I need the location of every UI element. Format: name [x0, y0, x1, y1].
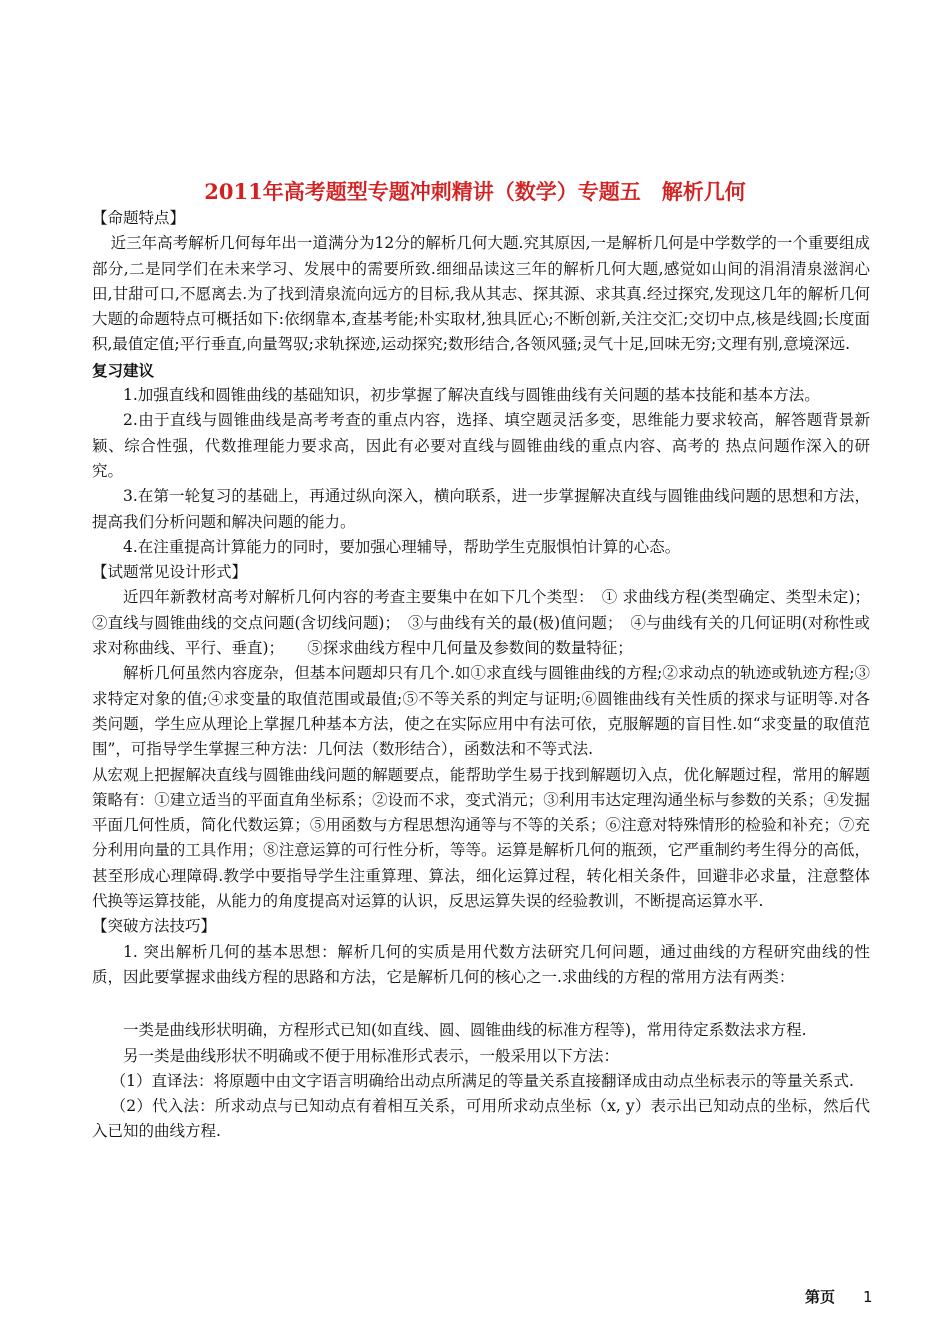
features-heading: 【命题特点】 — [92, 209, 186, 227]
document-body — [92, 206, 870, 1145]
forms-heading: 【试题常见设计形式】 — [92, 563, 248, 582]
review-heading: 复习建议 — [92, 360, 155, 380]
review-item-3: 3.在第一轮复习的基础上，再通过纵向深入，横向联系，进一步掌握解决直线与圆锥曲线问题的思想和方法，提高我们分析问题和解决问题的能力。 — [92, 487, 870, 531]
document-title: 2011年高考题型专题冲刺精讲（数学）专题五 解析几何 — [204, 179, 746, 204]
methods-paragraph-2: 一类是曲线形状明确，方程形式已知(如直线、圆、圆锥曲线的标准方程等)，常用待定系数法求方程. — [123, 1021, 807, 1040]
features-paragraph: 近三年高考解析几何每年出一道满分为12分的解析几何大题.究其原因,一是解析几何是中学数学的一个重要组成部分,二是同学们在未来学习、发展中的需要所致.细细品读这三年的解析几何大题,感觉如山间的涓涓清泉滋润心田,甘甜可口,不愿离去.为了找到清泉流向远方的目标,我从其志、探其源、求其真.经过探究,发现这几年的解析几何大题的命题特点可概括如下:依纲靠本,查基考能;朴实取材,独具匠心;不断创新,关注交汇;交切中点,核是线圆;长度面积,最值定值;平行垂直,向量驾驭;求轨探迹,运动探究;数形结合,各领风骚;灵气十足,回味无穷;文理有别,意境深远. — [92, 234, 870, 354]
review-item-2: 2.由于直线与圆锥曲线是高考考查的重点内容，选择、填空题灵活多变，思维能力要求较高，解答题背景新颖、综合性强，代数推理能力要求高，因此有必要对直线与圆锥曲线的重点内容、高考的 热点问题作深入的研究。 — [92, 411, 870, 480]
methods-paragraph-1: 1. 突出解析几何的基本思想：解析几何的实质是用代数方法研究几何问题，通过曲线的方程研究曲线的性质，因此要掌握求曲线方程的思路和方法，它是解析几何的核心之一.求曲线的方程的常用方法有两类： — [92, 942, 870, 986]
review-item-4: 4.在注重提高计算能力的同时，要加强心理辅导，帮助学生克服惧怕计算的心态。 — [123, 537, 681, 556]
methods-paragraph-4: （1）直译法：将原题中由文字语言明确给出动点所满足的等量关系直接翻译成由动点坐标表示的等量关系式. — [110, 1071, 854, 1090]
review-item-1: 1.加强直线和圆锥曲线的基础知识，初步掌握了解决直线与圆锥曲线有关问题的基本技能和基本方法。 — [123, 386, 820, 405]
page-number: 1 — [863, 1288, 873, 1306]
page-label: 第页 — [805, 1288, 836, 1306]
methods-paragraph-3: 另一类是曲线形状不明确或不便于用标准形式表示，一般采用以下方法： — [123, 1046, 620, 1065]
forms-paragraph-1: 近四年新教材高考对解析几何内容的考查主要集中在如下几个类型： ① 求曲线方程(类型确定、类型未定)；②直线与圆锥曲线的交点问题(含切线问题)； ③与曲线有关的最(极)值问题； ④与曲线有关的几何证明(对称性或求对称曲线、平行、垂直)； ⑤探求曲线方程中几何量及参数间的数量特征； — [92, 588, 870, 658]
forms-paragraph-2: 解析几何虽然内容庞杂，但基本问题却只有几个.如①求直线与圆锥曲线的方程;②求动点的轨迹或轨迹方程;③求特定对象的值;④求变量的取值范围或最值;⑤不等关系的判定与证明;⑥圆锥曲线有关性质的探求与证明等.对各类问题，学生应从理论上掌握几种基本方法，使之在实际应用中有法可依，克服解题的盲目性.如“求变量的取值范围”，可指导学生掌握三种方法：几何法（数形结合），函数法和不等式法. — [92, 664, 870, 759]
methods-heading: 【突破方法技巧】 — [92, 917, 217, 936]
paragraph-gap — [92, 990, 870, 1018]
forms-paragraph-3: 从宏观上把握解决直线与圆锥曲线问题的解题要点，能帮助学生易于找到解题切入点，优化解题过程，常用的解题策略有：①建立适当的平面直角坐标系；②设而不求，变式消元；③利用韦达定理沟通坐标与参数的关系；④发掘平面几何性质，简化代数运算；⑤用函数与方程思想沟通等与不等的关系；⑥注意对特殊情形的检验和补充；⑦充分利用向量的工具作用；⑧注意运算的可行性分析，等等。运算是解析几何的瓶颈，它严重制约考生得分的高低，甚至形成心理障碍.教学中要指导学生注重算理、算法，细化运算过程，转化相关条件，回避非必求量，注意整体代换等运算技能，从能力的角度提高对运算的认识，反思运算失误的经验教训，不断提高运算水平. — [92, 765, 870, 911]
page-footer — [805, 1286, 873, 1307]
methods-paragraph-5: （2）代入法：所求动点与已知动点有着相互关系，可用所求动点坐标（x, y）表示出已知动点的坐标，然后代入已知的曲线方程. — [92, 1097, 870, 1141]
